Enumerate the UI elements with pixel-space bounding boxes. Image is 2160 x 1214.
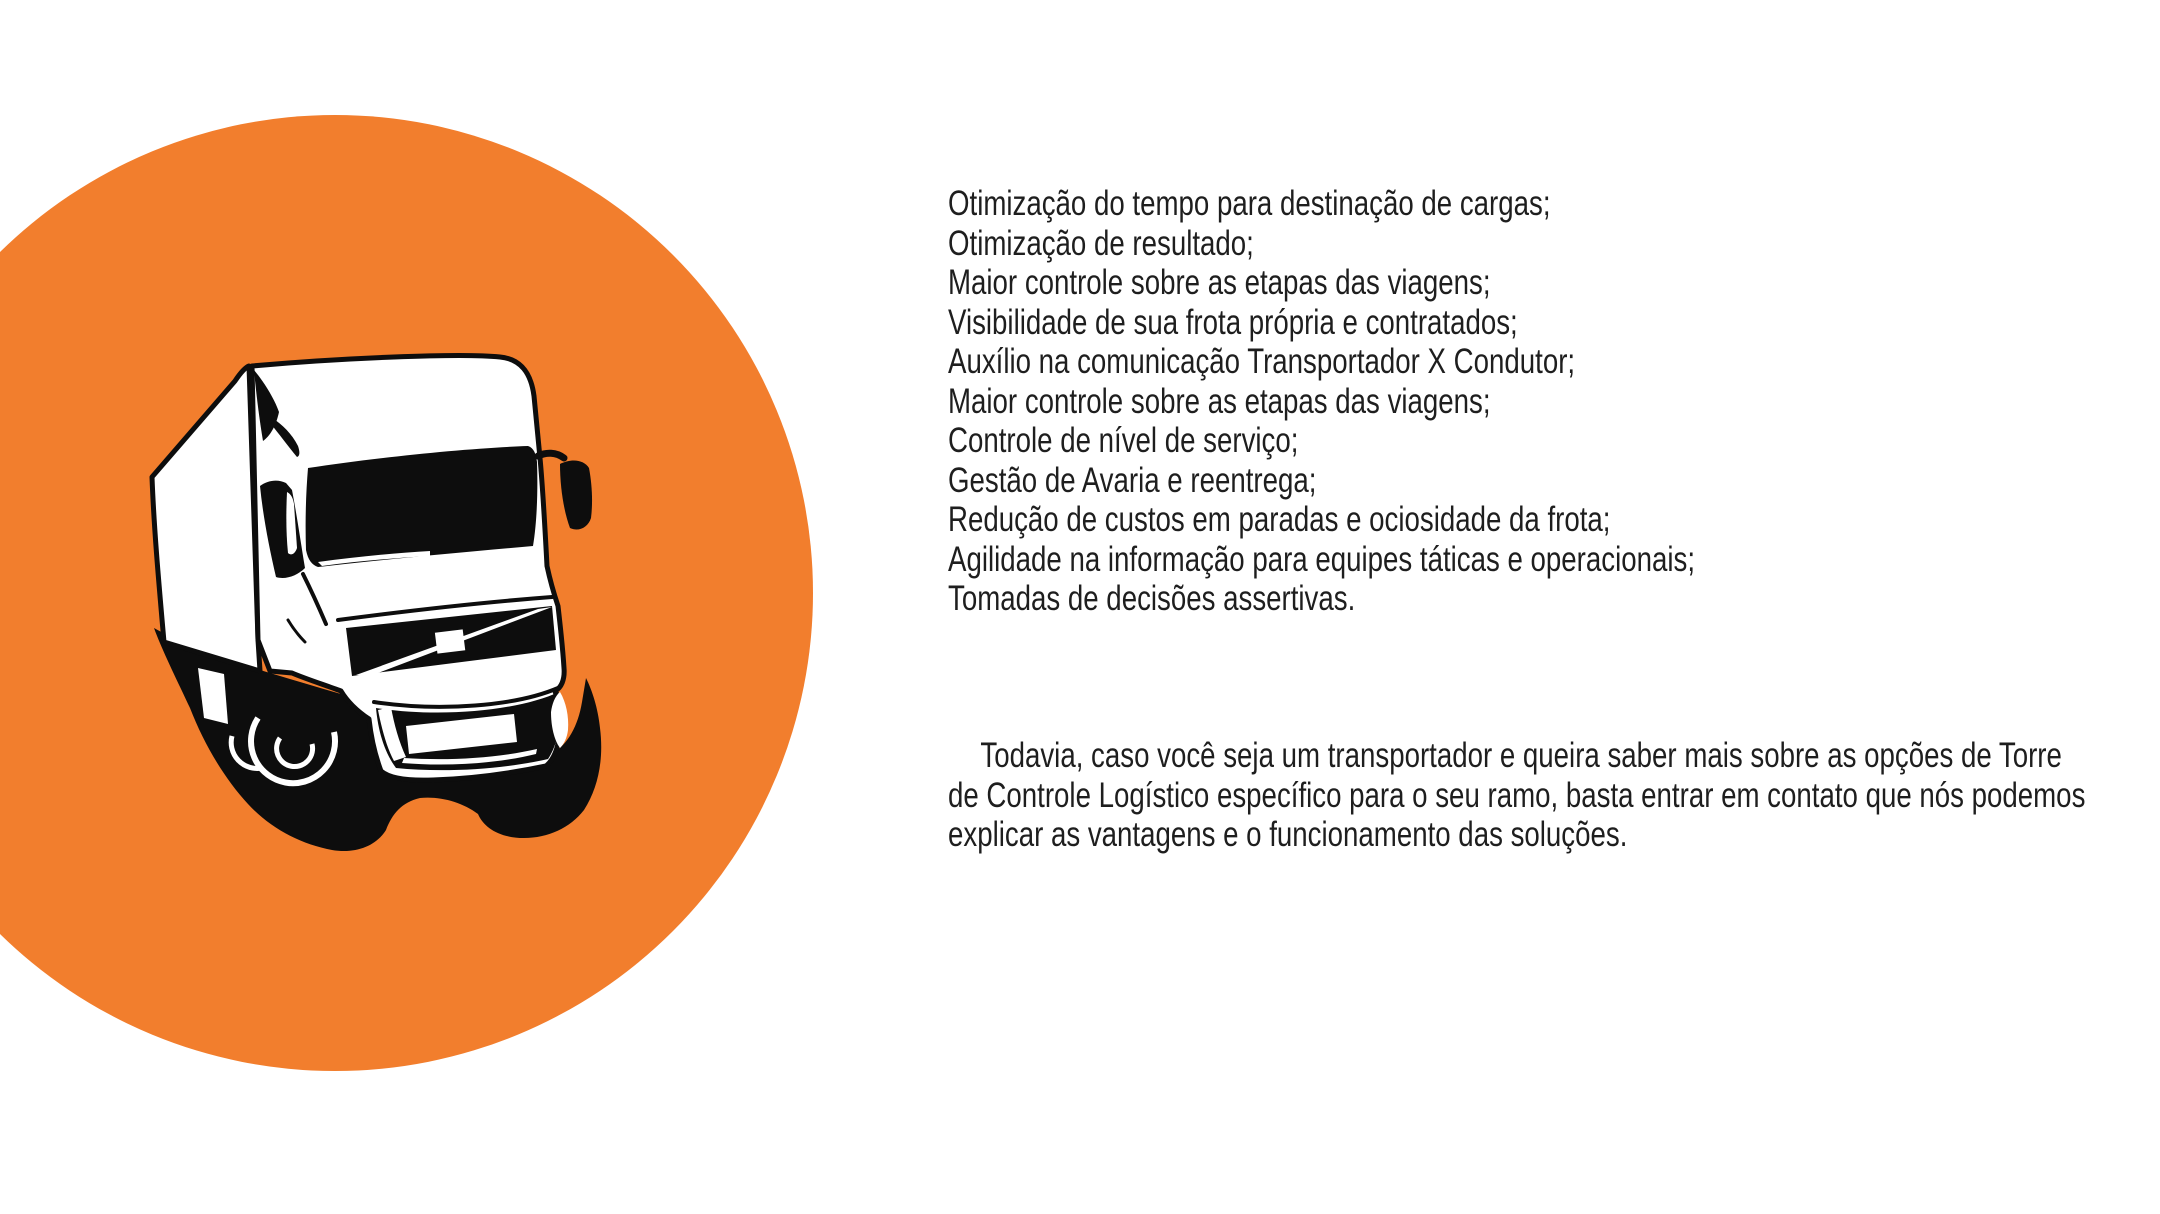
benefits-list <box>948 184 2094 619</box>
benefit-item: Visibilidade de sua frota própria e contratados; <box>948 302 1518 342</box>
benefit-item: Tomadas de decisões assertivas. <box>948 579 1356 618</box>
benefit-item: Controle de nível de serviço; <box>948 421 1299 460</box>
benefit-item: Otimização do tempo para destinação de cargas; <box>948 184 1551 223</box>
benefit-item: Otimização de resultado; <box>948 223 1254 263</box>
closing-paragraph: Todavia, caso você seja um transportador e queira saber mais sobre as opções de Torre de Controle Logístico específico para o seu ramo, basta entrar em contato que nós podemos explicar as vantagens e o funcionamento das soluções. <box>948 736 2086 854</box>
benefit-item: Agilidade na informação para equipes táticas e operacionais; <box>948 539 1696 579</box>
benefit-item: Auxílio na comunicação Transportador X Condutor; <box>948 342 1576 381</box>
benefit-item: Maior controle sobre as etapas das viagens; <box>948 381 1491 421</box>
grille-badge <box>435 629 465 653</box>
benefit-item: Redução de custos em paradas e ociosidade da frota; <box>948 500 1611 539</box>
truck-illustration <box>140 340 630 870</box>
benefit-item: Maior controle sobre as etapas das viagens; <box>948 263 1491 302</box>
benefit-item: Gestão de Avaria e reentrega; <box>948 460 1317 500</box>
